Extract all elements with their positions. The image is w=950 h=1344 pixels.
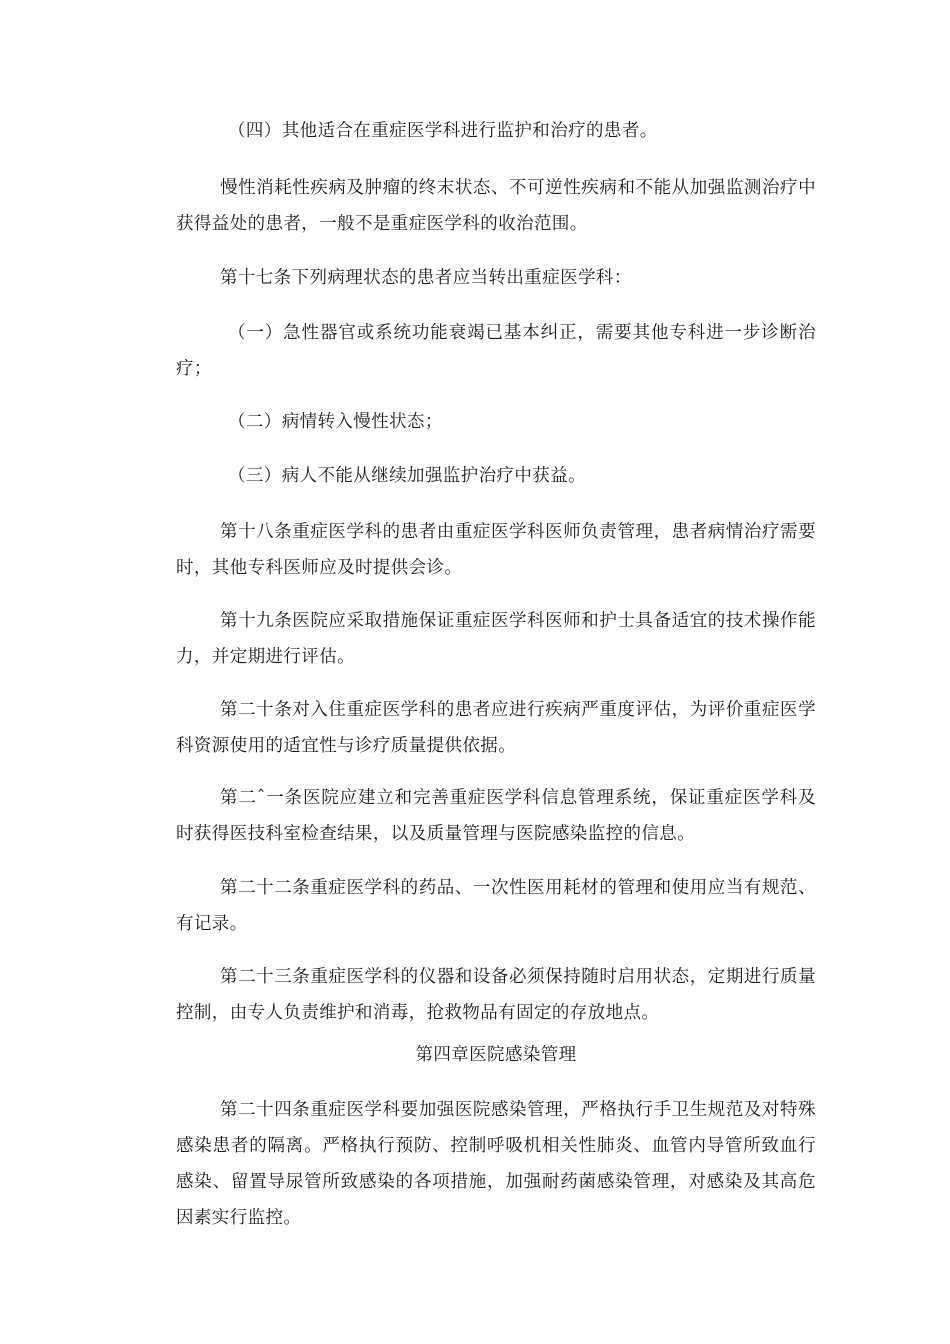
paragraph-article-18: 第十八条重症医学科的患者由重症医学科医师负责管理，患者病情治疗需要时，其他专科医师应及时提供会诊。 bbox=[176, 522, 816, 578]
paragraph-article-17: 第十七条下列病理状态的患者应当转出重症医学科： bbox=[220, 268, 632, 288]
paragraph-item-two: （二）病情转入慢性状态； bbox=[228, 412, 443, 432]
paragraph-article-21: 第二ˆ一条医院应建立和完善重症医学科信息管理系统，保证重症医学科及时获得医技科室检查结果，以及质量管理与医院感染监控的信息。 bbox=[176, 788, 816, 844]
paragraph-item-four: （四）其他适合在重症医学科进行监护和治疗的患者。 bbox=[228, 121, 658, 141]
paragraph-article-19: 第十九条医院应采取措施保证重症医学科医师和护士具备适宜的技术操作能力，并定期进行评估。 bbox=[176, 611, 816, 667]
paragraph-article-20: 第二十条对入住重症医学科的患者应进行疾病严重度评估，为评价重症医学科资源使用的适宜性与诊疗质量提供依据。 bbox=[176, 700, 816, 756]
paragraph-article-23: 第二十三条重症医学科的仪器和设备必须保持随时启用状态，定期进行质量控制，由专人负责维护和消毒，抢救物品有固定的存放地点。 bbox=[176, 967, 816, 1023]
paragraph-article-22: 第二十二条重症医学科的药品、一次性医用耗材的管理和使用应当有规范、有记录。 bbox=[176, 878, 816, 934]
paragraph-admission-exclusion: 慢性消耗性疾病及肿瘤的终末状态、不可逆性疾病和不能从加强监测治疗中获得益处的患者，一般不是重症医学科的收治范围。 bbox=[176, 178, 816, 234]
chapter-heading: 第四章医院感染管理 bbox=[415, 1045, 577, 1065]
paragraph-item-three: （三）病人不能从继续加强监护治疗中获益。 bbox=[228, 466, 586, 486]
paragraph-article-24: 第二十四条重症医学科要加强医院感染管理，严格执行手卫生规范及对特殊感染患者的隔离。严格执行预防、控制呼吸机相关性肺炎、血管内导管所致血行感染、留置导尿管所致感染的各项措施，加强耐药菌感染管理，对感染及其高危因素实行监控。 bbox=[176, 1100, 816, 1228]
paragraph-item-one: （一）急性器官或系统功能衰竭已基本纠正，需要其他专科进一步诊断治疗； bbox=[176, 323, 816, 379]
